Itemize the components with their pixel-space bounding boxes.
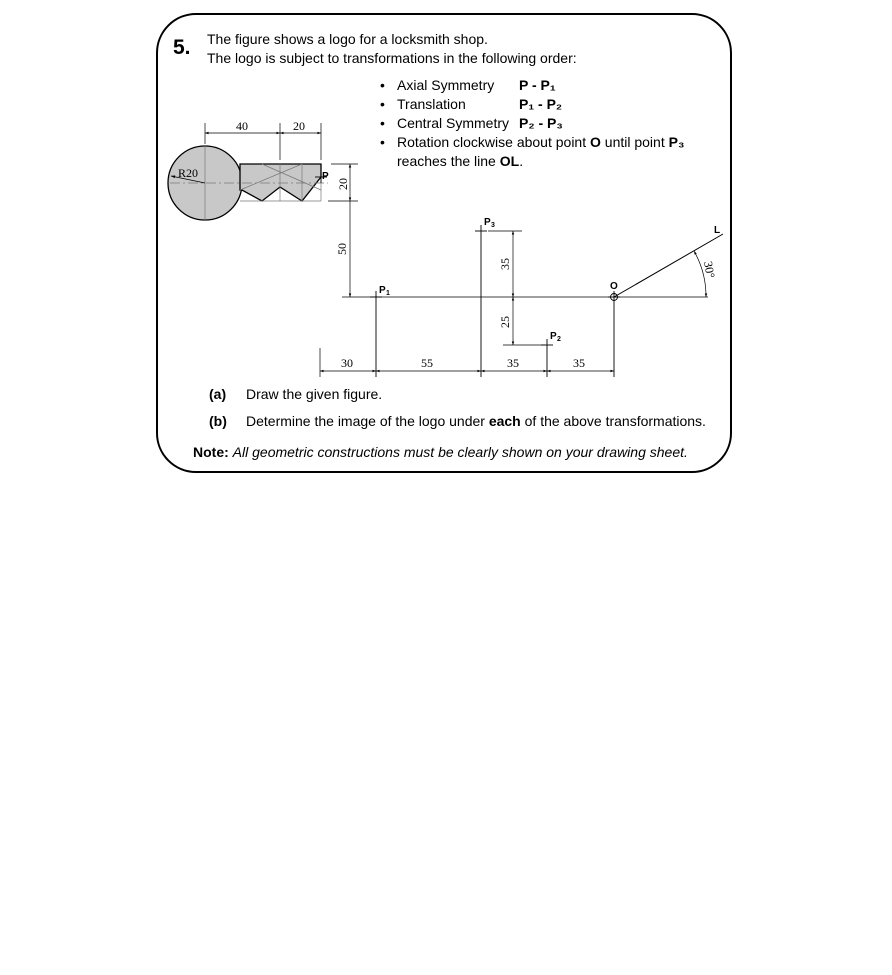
task-b-label: (b) [209,413,227,429]
point-p2-subscript: 2 [557,336,561,343]
dim-35-a: 35 [507,356,519,370]
question-intro-line2: The logo is subject to transformations in the following order: [207,50,577,66]
dim-30: 30 [341,356,353,370]
note-text: All geometric constructions must be clearly shown on your drawing sheet. [232,444,688,460]
question-number: 5. [173,36,191,59]
task-b-text-post: of the above transformations. [520,413,706,429]
point-p-label: P [322,171,329,182]
point-p3-label: P [484,217,491,228]
task-a [209,386,382,402]
point-p3-mark [475,225,487,377]
rotation-text-3: reaches the line [397,153,500,169]
dim-20-top: 20 [293,119,305,133]
rotation-point-o: O [590,134,601,150]
question-intro-line1: The figure shows a logo for a locksmith shop. [207,31,488,47]
dim-55: 55 [421,356,433,370]
rotation-text-1: Rotation clockwise about point [397,134,590,150]
radius-label: R20 [178,166,199,180]
point-o-label: O [610,281,618,292]
dim-50: 50 [335,243,349,255]
transformation-pair: P₁ - P₂ [519,96,563,112]
angle-label: 30° [701,260,718,280]
point-l-label: L [714,225,721,236]
note-label: Note: [193,444,229,460]
rotation-text-2: until point [600,134,669,150]
dim-20-right: 20 [336,178,350,190]
task-a-text: Draw the given figure. [246,386,383,402]
dim-25: 25 [498,316,512,328]
transformation-pair: P - P₁ [519,77,556,93]
task-b-text-bold: each [488,413,521,429]
point-p3-subscript: 3 [491,222,495,229]
transformation-name: Axial Symmetry [397,77,495,93]
transformation-pair: P₂ - P₃ [519,115,563,131]
dim-35-b: 35 [573,356,585,370]
task-b [209,413,706,429]
dim-40: 40 [236,119,248,133]
logo-key-blade [240,164,321,201]
dim-35-vertical: 35 [498,258,512,270]
transformation-name: Translation [397,96,466,112]
transformation-name: Central Symmetry [397,115,510,131]
rotation-line-ol: OL [499,153,520,169]
rotation-text-4: . [519,153,524,169]
point-o-mark [608,291,620,377]
point-p2-label: P [550,331,557,342]
task-b-text-pre: Determine the image of the logo under [246,413,489,429]
note [193,444,688,460]
point-p1-mark [370,291,382,377]
point-p1-label: P [379,285,386,296]
rotation-point-p3: P₃ [668,134,685,150]
task-a-label: (a) [209,386,227,402]
point-p1-subscript: 1 [386,290,390,297]
